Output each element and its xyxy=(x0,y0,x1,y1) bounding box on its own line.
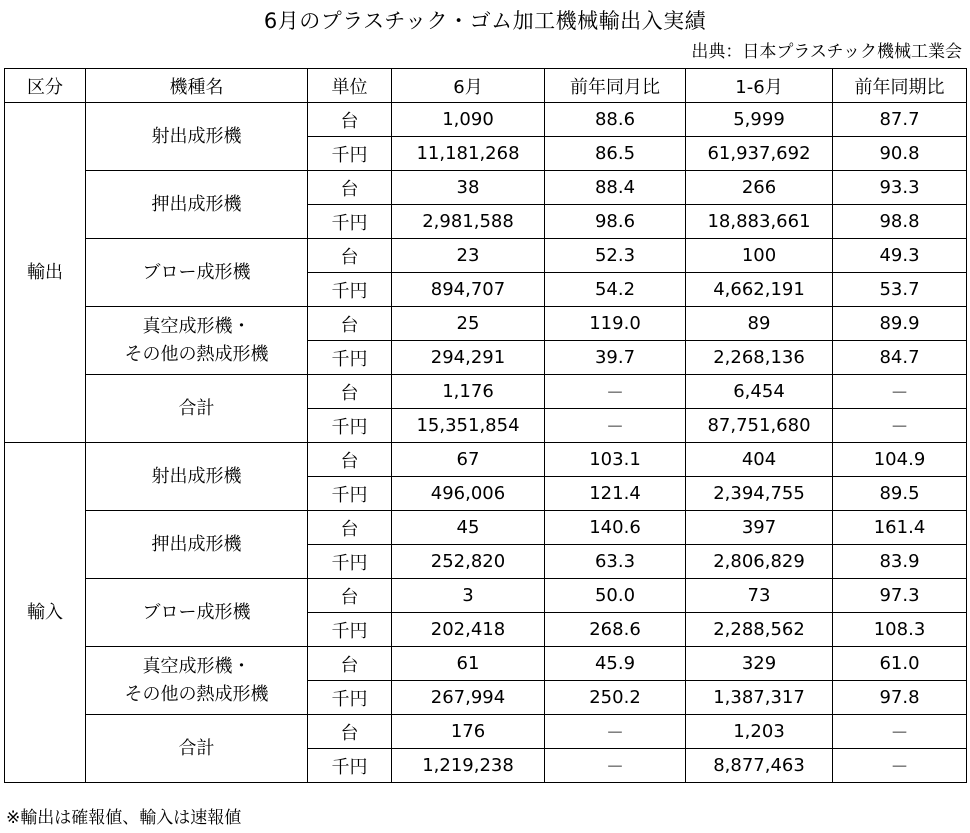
yoy-month-cell: 140.6 xyxy=(545,511,686,545)
ytd-value-cell: 5,999 xyxy=(686,103,833,137)
month-value-cell: 67 xyxy=(392,443,545,477)
trade-table xyxy=(4,68,967,783)
unit-cell: 千円 xyxy=(308,749,392,783)
source-credit: 出典：日本プラスチック機械工業会 xyxy=(691,42,962,62)
unit-cell: 台 xyxy=(308,375,392,409)
yoy-month-cell: 86.5 xyxy=(545,137,686,171)
header-ytd: 1-6月 xyxy=(686,69,833,103)
yoy-ytd-cell: 53.7 xyxy=(833,273,967,307)
month-value-cell: 1,176 xyxy=(392,375,545,409)
table-row xyxy=(5,239,967,273)
ytd-value-cell: 2,268,136 xyxy=(686,341,833,375)
unit-cell: 千円 xyxy=(308,681,392,715)
yoy-month-cell: 119.0 xyxy=(545,307,686,341)
ytd-value-cell: 329 xyxy=(686,647,833,681)
table-row xyxy=(5,511,967,545)
unit-cell: 台 xyxy=(308,307,392,341)
yoy-ytd-cell: 89.9 xyxy=(833,307,967,341)
table-body xyxy=(5,103,967,783)
ytd-value-cell: 1,387,317 xyxy=(686,681,833,715)
header-model: 機種名 xyxy=(86,69,308,103)
header-unit: 単位 xyxy=(308,69,392,103)
category-cell: 輸出 xyxy=(5,103,86,443)
ytd-value-cell: 61,937,692 xyxy=(686,137,833,171)
table-row xyxy=(5,307,967,341)
header-row xyxy=(5,69,967,103)
yoy-month-cell: 50.0 xyxy=(545,579,686,613)
unit-cell: 台 xyxy=(308,579,392,613)
ytd-value-cell: 397 xyxy=(686,511,833,545)
model-name-line: ブロー成形機 xyxy=(142,261,251,283)
model-name-line: 合計 xyxy=(178,397,215,419)
table-row xyxy=(5,103,967,137)
yoy-ytd-cell: 90.8 xyxy=(833,137,967,171)
header-category: 区分 xyxy=(5,69,86,103)
month-value-cell: 1,090 xyxy=(392,103,545,137)
month-value-cell: 25 xyxy=(392,307,545,341)
month-value-cell: 252,820 xyxy=(392,545,545,579)
yoy-ytd-cell: 97.3 xyxy=(833,579,967,613)
model-name-line: その他の熱成形機 xyxy=(124,343,269,365)
unit-cell: 千円 xyxy=(308,341,392,375)
yoy-month-cell: － xyxy=(545,715,686,749)
footnote: ※輸出は確報値、輸入は速報値 xyxy=(6,808,242,828)
yoy-ytd-cell: 161.4 xyxy=(833,511,967,545)
yoy-month-cell: 98.6 xyxy=(545,205,686,239)
yoy-month-cell: － xyxy=(545,375,686,409)
ytd-value-cell: 100 xyxy=(686,239,833,273)
yoy-ytd-cell: 93.3 xyxy=(833,171,967,205)
ytd-value-cell: 404 xyxy=(686,443,833,477)
yoy-ytd-cell: 61.0 xyxy=(833,647,967,681)
month-value-cell: 45 xyxy=(392,511,545,545)
month-value-cell: 294,291 xyxy=(392,341,545,375)
ytd-value-cell: 2,806,829 xyxy=(686,545,833,579)
ytd-value-cell: 4,662,191 xyxy=(686,273,833,307)
ytd-value-cell: 6,454 xyxy=(686,375,833,409)
month-value-cell: 11,181,268 xyxy=(392,137,545,171)
yoy-ytd-cell: － xyxy=(833,409,967,443)
yoy-ytd-cell: 87.7 xyxy=(833,103,967,137)
unit-cell: 千円 xyxy=(308,205,392,239)
unit-cell: 千円 xyxy=(308,613,392,647)
model-name-line: 押出成形機 xyxy=(151,533,242,555)
month-value-cell: 61 xyxy=(392,647,545,681)
unit-cell: 台 xyxy=(308,103,392,137)
yoy-ytd-cell: 104.9 xyxy=(833,443,967,477)
month-value-cell: 202,418 xyxy=(392,613,545,647)
page-title: 6月のプラスチック・ゴム加工機械輸出入実績 xyxy=(263,9,707,33)
unit-cell: 台 xyxy=(308,511,392,545)
month-value-cell: 15,351,854 xyxy=(392,409,545,443)
unit-cell: 台 xyxy=(308,715,392,749)
ytd-value-cell: 73 xyxy=(686,579,833,613)
ytd-value-cell: 8,877,463 xyxy=(686,749,833,783)
month-value-cell: 176 xyxy=(392,715,545,749)
table-row xyxy=(5,375,967,409)
yoy-ytd-cell: 98.8 xyxy=(833,205,967,239)
month-value-cell: 2,981,588 xyxy=(392,205,545,239)
header-month: 6月 xyxy=(392,69,545,103)
yoy-month-cell: 121.4 xyxy=(545,477,686,511)
model-name-line: 真空成形機・ xyxy=(142,315,251,337)
model-name-line: その他の熱成形機 xyxy=(124,683,269,705)
unit-cell: 台 xyxy=(308,443,392,477)
table-row xyxy=(5,647,967,681)
unit-cell: 千円 xyxy=(308,477,392,511)
yoy-month-cell: 88.4 xyxy=(545,171,686,205)
yoy-ytd-cell: 84.7 xyxy=(833,341,967,375)
yoy-ytd-cell: － xyxy=(833,749,967,783)
yoy-month-cell: 250.2 xyxy=(545,681,686,715)
table-row xyxy=(5,443,967,477)
yoy-ytd-cell: 49.3 xyxy=(833,239,967,273)
model-cell xyxy=(86,443,308,511)
month-value-cell: 267,994 xyxy=(392,681,545,715)
model-cell xyxy=(86,375,308,443)
ytd-value-cell: 89 xyxy=(686,307,833,341)
ytd-value-cell: 18,883,661 xyxy=(686,205,833,239)
model-cell xyxy=(86,171,308,239)
yoy-ytd-cell: － xyxy=(833,715,967,749)
ytd-value-cell: 87,751,680 xyxy=(686,409,833,443)
model-name-line: 射出成形機 xyxy=(151,465,242,487)
ytd-value-cell: 2,288,562 xyxy=(686,613,833,647)
table-row xyxy=(5,579,967,613)
model-cell xyxy=(86,647,308,715)
model-cell xyxy=(86,579,308,647)
yoy-month-cell: 54.2 xyxy=(545,273,686,307)
unit-cell: 千円 xyxy=(308,273,392,307)
ytd-value-cell: 1,203 xyxy=(686,715,833,749)
table-row xyxy=(5,171,967,205)
yoy-ytd-cell: 108.3 xyxy=(833,613,967,647)
yoy-month-cell: 103.1 xyxy=(545,443,686,477)
month-value-cell: 894,707 xyxy=(392,273,545,307)
model-cell xyxy=(86,715,308,783)
yoy-month-cell: 39.7 xyxy=(545,341,686,375)
yoy-ytd-cell: 97.8 xyxy=(833,681,967,715)
model-cell xyxy=(86,239,308,307)
yoy-month-cell: － xyxy=(545,749,686,783)
unit-cell: 台 xyxy=(308,647,392,681)
model-name-line: 真空成形機・ xyxy=(142,655,251,677)
month-value-cell: 1,219,238 xyxy=(392,749,545,783)
unit-cell: 千円 xyxy=(308,409,392,443)
header-yoy-ytd: 前年同期比 xyxy=(833,69,967,103)
yoy-month-cell: 88.6 xyxy=(545,103,686,137)
unit-cell: 台 xyxy=(308,239,392,273)
yoy-ytd-cell: 89.5 xyxy=(833,477,967,511)
model-name-line: 押出成形機 xyxy=(151,193,242,215)
month-value-cell: 23 xyxy=(392,239,545,273)
ytd-value-cell: 2,394,755 xyxy=(686,477,833,511)
month-value-cell: 496,006 xyxy=(392,477,545,511)
yoy-month-cell: 52.3 xyxy=(545,239,686,273)
month-value-cell: 38 xyxy=(392,171,545,205)
yoy-month-cell: 45.9 xyxy=(545,647,686,681)
model-name-line: 合計 xyxy=(178,737,215,759)
category-cell: 輸入 xyxy=(5,443,86,783)
month-value-cell: 3 xyxy=(392,579,545,613)
yoy-ytd-cell: 83.9 xyxy=(833,545,967,579)
model-cell xyxy=(86,103,308,171)
header-yoy-month: 前年同月比 xyxy=(545,69,686,103)
unit-cell: 台 xyxy=(308,171,392,205)
yoy-month-cell: － xyxy=(545,409,686,443)
unit-cell: 千円 xyxy=(308,137,392,171)
model-name-line: 射出成形機 xyxy=(151,125,242,147)
ytd-value-cell: 266 xyxy=(686,171,833,205)
model-cell xyxy=(86,307,308,375)
table-row xyxy=(5,715,967,749)
model-name-line: ブロー成形機 xyxy=(142,601,251,623)
unit-cell: 千円 xyxy=(308,545,392,579)
model-cell xyxy=(86,511,308,579)
yoy-ytd-cell: － xyxy=(833,375,967,409)
yoy-month-cell: 63.3 xyxy=(545,545,686,579)
yoy-month-cell: 268.6 xyxy=(545,613,686,647)
